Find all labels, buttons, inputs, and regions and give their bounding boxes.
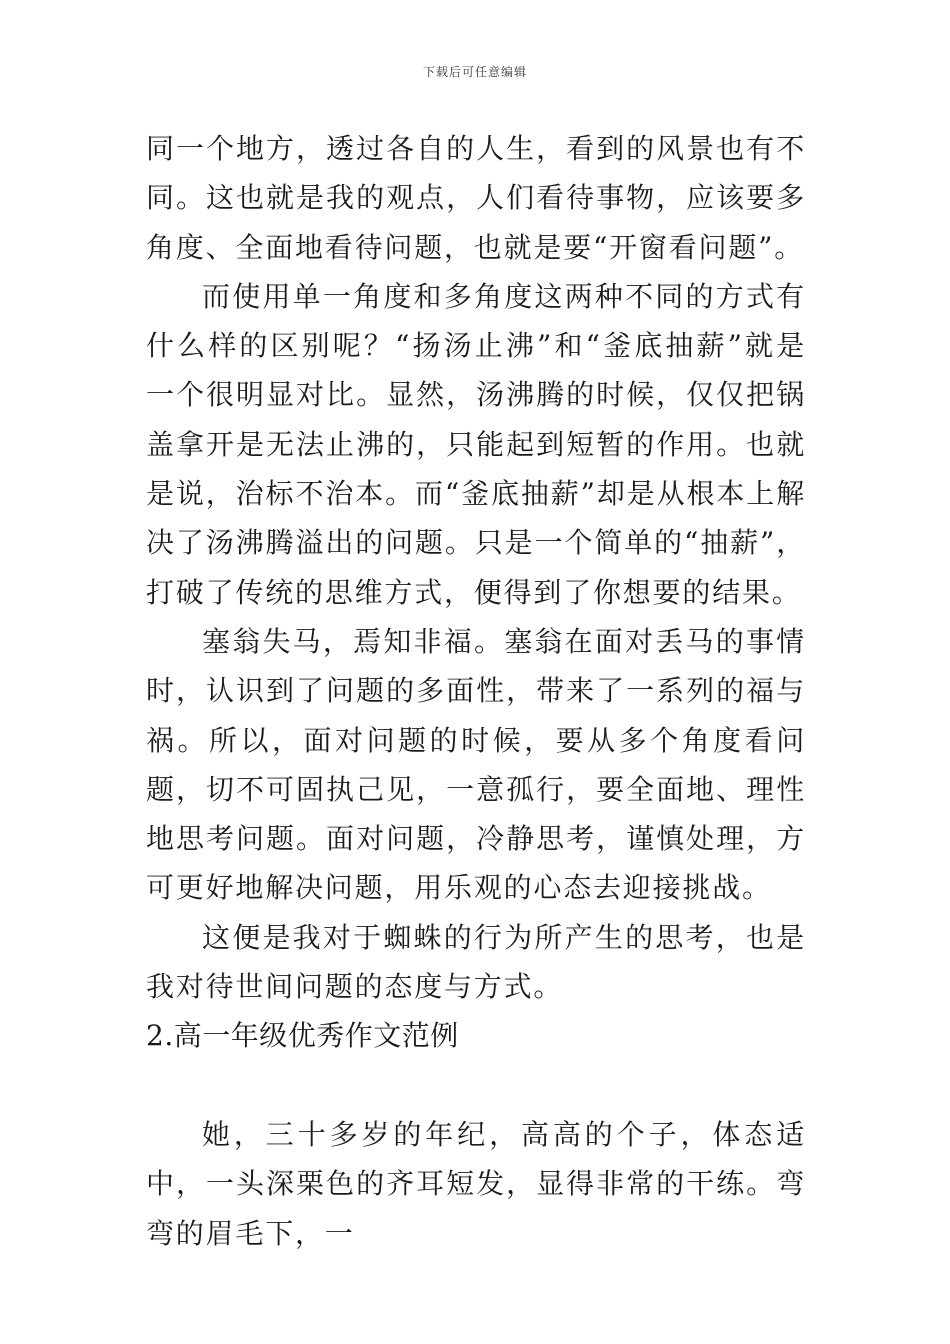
- paragraph-essay-start: 她，三十多岁的年纪，高高的个子，体态适中，一头深栗色的齐耳短发，显得非常的干练。弯弯的眉毛下，一: [146, 1117, 806, 1250]
- document-body: [146, 124, 806, 1258]
- paragraph-conclusion: 这便是我对于蜘蛛的行为所产生的思考，也是我对待世间问题的态度与方式。: [146, 920, 806, 1004]
- paragraph-sai-weng: 塞翁失马，焉知非福。塞翁在面对丢马的事情时，认识到了问题的多面性，带来了一系列的福与祸。所以，面对问题的时候，要从多个角度看问题，切不可固执己见，一意孤行，要全面地、理性地思考问题。面对问题，冷静思考，谨慎处理，方可更好地解决问题，用乐观的心态去迎接挑战。: [146, 624, 806, 905]
- page-header: 下载后可任意编辑: [422, 65, 527, 79]
- blank-line: [146, 1061, 806, 1110]
- paragraph-comparison: 而使用单一角度和多角度这两种不同的方式有什么样的区别呢？“扬汤止沸”和“釜底抽薪”就是一个很明显对比。显然，汤沸腾的时候，仅仅把锅盖拿开是无法止沸的，只能起到短暂的作用。也就是说，治标不治本。而“釜底抽薪”却是从根本上解决了汤沸腾溢出的问题。只是一个简单的“抽薪”，打破了传统的思维方式，便得到了你想要的结果。: [146, 279, 806, 609]
- paragraph-continuation: 同一个地方，透过各自的人生，看到的风景也有不同。这也就是我的观点，人们看待事物，应该要多角度、全面地看待问题，也就是要“开窗看问题”。: [146, 132, 806, 264]
- section-heading: 2.高一年级优秀作文范例: [146, 1019, 459, 1053]
